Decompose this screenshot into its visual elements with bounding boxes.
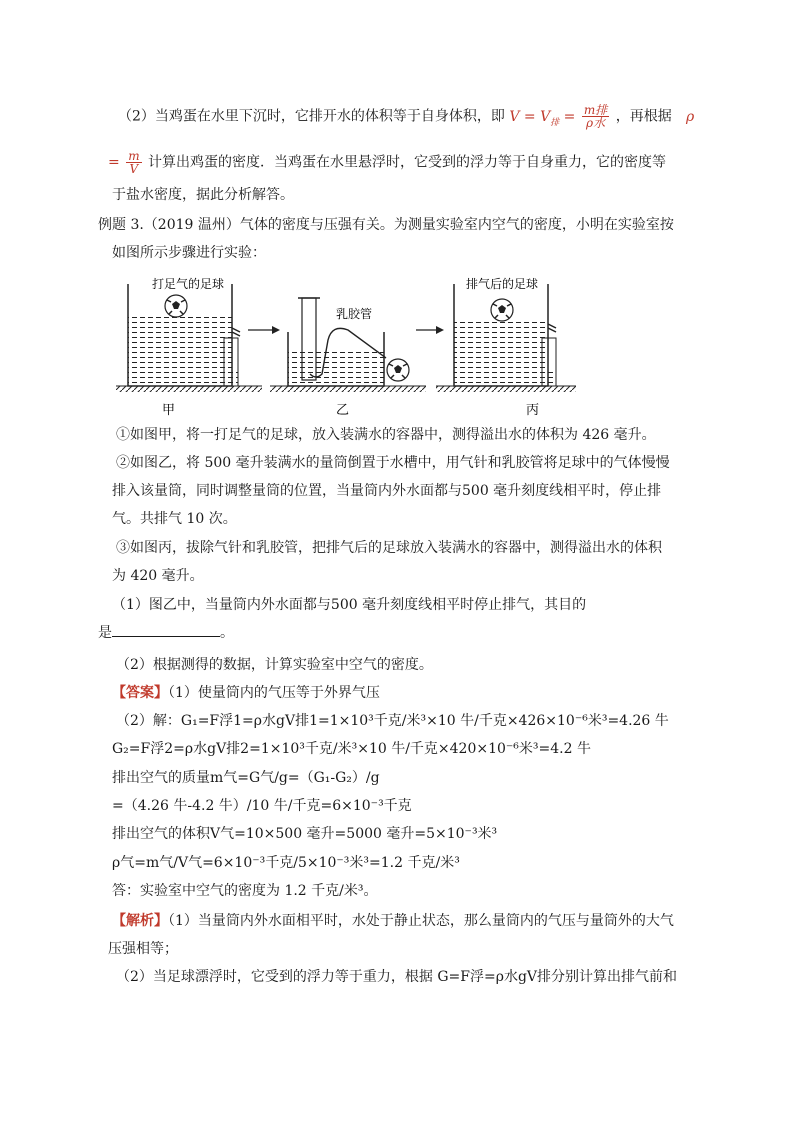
formula-v-equals: $V = V_排$ =: [509, 108, 576, 128]
formula-equals: =: [108, 154, 120, 171]
answer-line-4: 排出空气的质量m气=G气/g=（G₁-G₂）/g: [112, 770, 380, 786]
step-1: ①如图甲，将一打足气的足球，放入装满水的容器中，测得溢出水的体积为 426 毫升。: [116, 427, 656, 443]
para-line-3: 于盐水密度，据此分析解答。: [112, 187, 294, 203]
answer-line-1: 【答案】（1）使量筒内的气压等于外界气压: [112, 685, 380, 701]
para-text: ，再根据: [615, 108, 672, 125]
answer-line-6: 排出空气的体积V气=10×500 毫升=5000 毫升=5×10⁻³米³: [112, 826, 498, 842]
example-header-2: 如图所示步骤进行实验：: [112, 245, 266, 261]
caption-bing: 丙: [526, 403, 540, 418]
caption-yi: 乙: [336, 403, 350, 418]
para-line-2: [108, 150, 666, 175]
example-header: 例题 3.（2019 温州）气体的密度与压强有关。为测量实验室内空气的密度，小明在实验室按: [98, 217, 674, 233]
question-1: （1）图乙中，当量筒内外水面都与500 毫升刻度线相平时停止排气，其目的: [112, 597, 587, 613]
formula-fraction: $\frac{m}{V}$: [128, 149, 140, 176]
question-2: （2）根据测得的数据，计算实验室中空气的密度。: [116, 657, 433, 673]
experiment-figure: [116, 270, 696, 420]
arrow-1: [248, 326, 280, 334]
answer-line-3: G₂=F浮2=ρ水gV排2=1×10³千克/米³×10 牛/千克×420×10⁻⁶米³=4.2 牛: [112, 741, 591, 757]
rho-symbol: ρ: [686, 109, 695, 125]
label-tube: 乳胶管: [336, 307, 373, 321]
analysis-line-3: （2）当足球漂浮时，它受到的浮力等于重力，根据 G=F浮=ρ水gV排分别计算出排气前和: [116, 969, 678, 985]
answer-line-8: 答：实验室中空气的密度为 1.2 千克/米³。: [112, 883, 378, 899]
analysis-tag: 【解析】: [112, 913, 168, 929]
arrow-2: [416, 326, 444, 334]
step-3a: ③如图丙，拔除气针和乳胶管，把排气后的足球放入装满水的容器中，测得溢出水的体积: [116, 540, 662, 556]
label-bing-title: 排气后的足球: [466, 277, 539, 291]
container-bing: [436, 284, 576, 392]
step-2c: 气。共排气 10 次。: [112, 511, 237, 527]
answer-line-5: =（4.26 牛-4.2 牛）/10 牛/千克=6×10⁻³千克: [112, 798, 412, 814]
answer-tag: 【答案】: [112, 685, 168, 701]
caption-jia: 甲: [162, 403, 176, 418]
para-text: （2）当鸡蛋在水里下沉时，它排开水的体积等于自身体积，即: [118, 108, 505, 125]
step-3b: 为 420 毫升。: [112, 568, 204, 584]
soccer-ball-icon: [165, 295, 187, 317]
para-text: 计算出鸡蛋的密度．当鸡蛋在水里悬浮时，它受到的浮力等于自身重力，它的密度等: [148, 154, 667, 171]
para-line-1: [118, 104, 672, 133]
analysis-line-2: 压强相等；: [108, 941, 178, 957]
question-1-blank-line: 是 。: [98, 622, 234, 644]
answer-line-7: ρ气=m气/V气=6×10⁻³千克/5×10⁻³米³=1.2 千克/米³: [112, 855, 460, 871]
answer-blank: [112, 622, 220, 637]
soccer-ball-icon: [387, 359, 409, 381]
soccer-ball-icon: [491, 299, 513, 321]
step-2b: 排入该量筒，同时调整量筒的位置，当量筒内外水面都与500 毫升刻度线相平时，停止排: [112, 483, 662, 499]
container-jia: [116, 284, 262, 392]
analysis-line-1: 【解析】（1）当量筒内外水面相平时，水处于静止状态，那么量筒内的气压与量筒外的大气: [112, 913, 674, 929]
step-2a: ②如图乙，将 500 毫升装满水的量筒倒置于水槽中，用气针和乳胶管将足球中的气体慢慢: [116, 455, 670, 471]
formula-fraction: $\frac{\text{m排}}{\text{ρ水}}$: [583, 103, 608, 130]
answer-line-2: （2）解：G₁=F浮1=ρ水gV排1=1×10³千克/米³×10 牛/千克×426×10⁻⁶米³=4.26 牛: [116, 713, 669, 729]
label-jia-title: 打足气的足球: [152, 277, 225, 291]
